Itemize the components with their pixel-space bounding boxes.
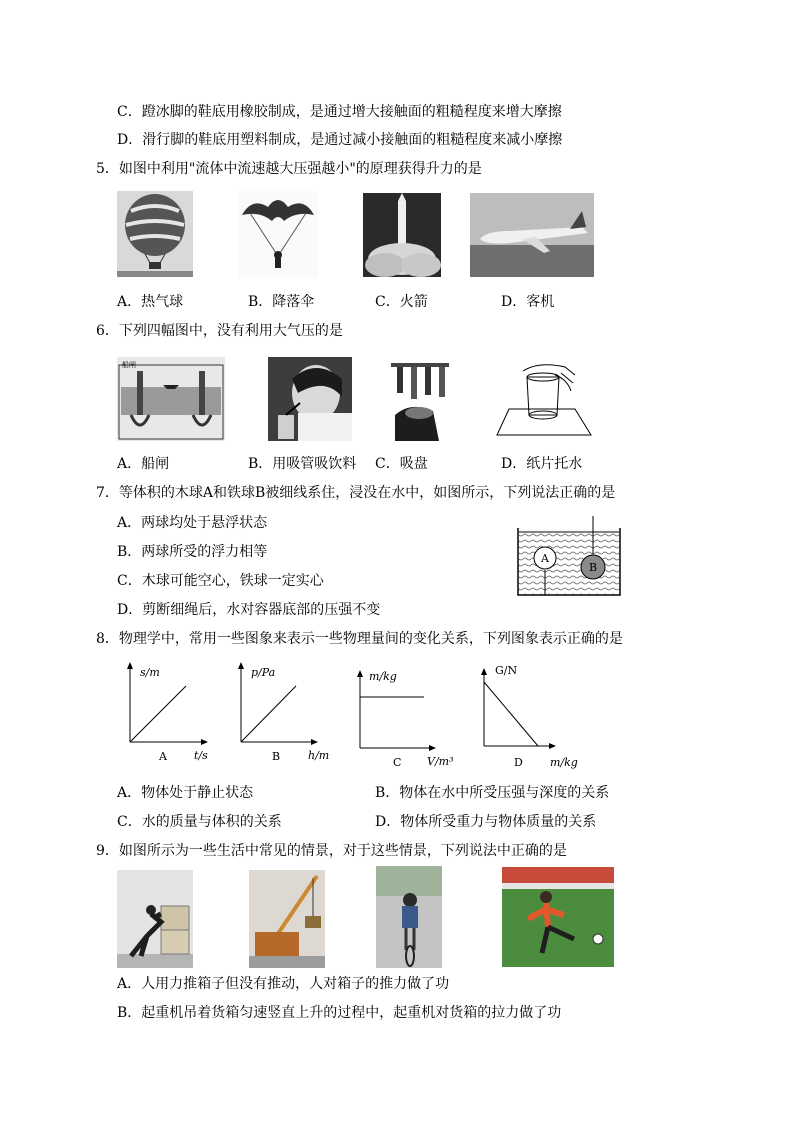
paper-supports-water-image <box>495 357 593 441</box>
graph-a-tag: A <box>159 750 167 763</box>
airliner-image <box>470 193 594 277</box>
q8-stem: 8．物理学中，常用一些图象来表示一些物理量间的变化关系，下列图象表示正确的是 <box>96 631 623 647</box>
q5-option-b: B．降落伞 <box>248 294 315 310</box>
q9-option-b: B．起重机吊着货箱匀速竖直上升的过程中，起重机对货箱的拉力做了功 <box>117 1005 562 1021</box>
q5-stem: 5．如图中利用"流体中流速越大压强越小"的原理获得升力的是 <box>96 161 482 177</box>
q8-option-d: D．物体所受重力与物体质量的关系 <box>375 814 597 830</box>
q5-option-d: D．客机 <box>501 294 555 310</box>
suction-cup-image <box>389 357 451 441</box>
q7-option-d: D．剪断细绳后，水对容器底部的压强不变 <box>117 602 381 618</box>
ship-lock-image <box>117 357 225 441</box>
crane-image <box>249 870 325 968</box>
graph-c <box>357 670 454 769</box>
graph-c-tag: C <box>393 756 402 769</box>
graph-c-xlabel: V/m³ <box>427 755 454 768</box>
q4-option-d: D．滑行脚的鞋底用塑料制成，是通过减小接触面的粗糙程度来减小摩擦 <box>117 132 563 148</box>
q5-option-c: C．火箭 <box>375 294 428 310</box>
hot-air-balloon-image <box>117 191 193 277</box>
q6-option-d: D．纸片托水 <box>501 456 583 472</box>
q8-option-b: B．物体在水中所受压强与深度的关系 <box>375 785 610 801</box>
graph-b <box>238 662 329 763</box>
q8-option-c: C．水的质量与体积的关系 <box>117 814 282 830</box>
drinking-straw-image <box>268 357 352 441</box>
q7-stem: 7．等体积的木球A和铁球B被细线系住，浸没在水中，如图所示，下列说法正确的是 <box>96 485 616 501</box>
q7-option-c: C．木球可能空心，铁球一定实心 <box>117 573 324 589</box>
graph-d-xlabel: m/kg <box>550 756 578 769</box>
ball-b-label: B <box>588 561 598 574</box>
bicycle-child-image <box>376 866 442 968</box>
kicking-football-image <box>502 867 614 967</box>
q5-option-a: A．热气球 <box>117 294 184 310</box>
rocket-image <box>363 193 441 277</box>
q7-option-a: A．两球均处于悬浮状态 <box>117 515 268 531</box>
graph-a-xlabel: t/s <box>194 749 208 762</box>
q6-option-a: A．船闸 <box>117 456 170 472</box>
q6-option-b: B．用吸管吸饮料 <box>248 456 357 472</box>
graph-b-xlabel: h/m <box>308 749 330 762</box>
q8-option-a: A．物体处于静止状态 <box>117 785 254 801</box>
pushing-box-image <box>117 870 193 968</box>
balls-in-water-diagram <box>515 514 623 598</box>
graph-d <box>481 664 578 769</box>
q8-graphs <box>118 660 678 772</box>
q7-option-b: B．两球所受的浮力相等 <box>117 544 268 560</box>
graph-c-ylabel: m/kg <box>369 670 397 683</box>
graph-b-ylabel: p/Pa <box>251 666 276 679</box>
graph-b-tag: B <box>272 750 281 763</box>
graph-d-tag: D <box>514 756 523 769</box>
graph-a-ylabel: s/m <box>140 666 160 679</box>
q9-option-a: A．人用力推箱子但没有推动，人对箱子的推力做了功 <box>117 976 450 992</box>
q6-option-c: C．吸盘 <box>375 456 428 472</box>
ball-a-label: A <box>541 552 549 565</box>
graph-a <box>127 662 208 763</box>
ship-lock-label: 船闸 <box>122 361 136 369</box>
q4-option-c: C．蹬冰脚的鞋底用橡胶制成，是通过增大接触面的粗糙程度来增大摩擦 <box>117 104 562 120</box>
q6-stem: 6．下列四幅图中，没有利用大气压的是 <box>96 323 343 339</box>
graph-d-ylabel: G/N <box>495 664 518 677</box>
q9-stem: 9．如图所示为一些生活中常见的情景，对于这些情景，下列说法中正确的是 <box>96 843 567 859</box>
parachute-image <box>238 191 318 277</box>
